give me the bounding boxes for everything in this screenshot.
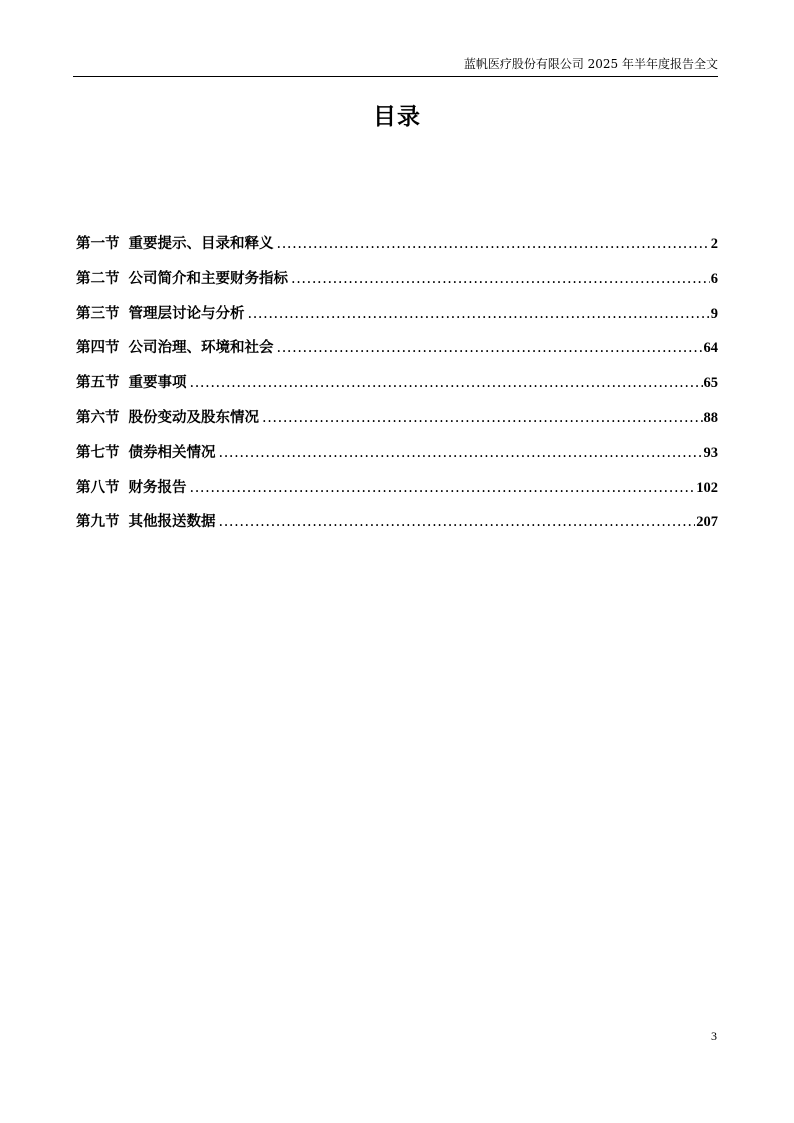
toc-dot-leader (219, 514, 696, 530)
toc-section-title: 公司简介和主要财务指标 (128, 269, 288, 287)
toc-section-number: 第七节 (76, 443, 120, 461)
toc-section-number: 第六节 (76, 408, 120, 426)
toc-section-number: 第四节 (76, 339, 120, 357)
toc-section-number: 第九节 (76, 513, 120, 531)
page-title: 目录 (373, 103, 421, 130)
toc-page-number: 207 (696, 514, 718, 531)
toc-entry-4[interactable] (76, 336, 718, 371)
toc-page-number: 64 (703, 340, 718, 357)
toc-entry-3[interactable] (76, 302, 718, 337)
toc-section-title: 股份变动及股东情况 (128, 408, 259, 426)
toc-section-number: 第五节 (76, 374, 120, 392)
toc-page-number: 2 (710, 236, 718, 252)
toc-entry-7[interactable] (76, 441, 718, 476)
toc-section-title: 债券相关情况 (128, 443, 216, 461)
toc-dot-leader (277, 340, 703, 356)
toc-dot-leader (262, 410, 703, 426)
toc-page-number: 88 (703, 409, 718, 426)
toc-section-title: 财务报告 (128, 478, 187, 496)
toc-section-number: 第三节 (76, 304, 120, 322)
toc-entry-6[interactable] (76, 406, 718, 441)
toc-dot-leader (190, 375, 703, 391)
toc-section-title: 管理层讨论与分析 (128, 304, 245, 322)
header-divider (73, 76, 718, 77)
toc-dot-leader (190, 480, 696, 496)
toc-page-number: 93 (703, 444, 718, 461)
toc-page-number: 65 (703, 375, 718, 392)
table-of-contents (76, 232, 718, 545)
toc-entry-2[interactable] (76, 267, 718, 302)
toc-dot-leader (248, 306, 710, 322)
toc-page-number: 6 (710, 270, 718, 287)
toc-page-number: 9 (710, 305, 718, 322)
toc-dot-leader (291, 271, 710, 287)
toc-section-title: 公司治理、环境和社会 (128, 339, 274, 357)
toc-section-title: 其他报送数据 (128, 513, 216, 531)
toc-page-number: 102 (696, 479, 718, 496)
toc-dot-leader (219, 445, 703, 461)
toc-section-title: 重要事项 (128, 374, 187, 392)
toc-entry-1[interactable] (76, 232, 718, 267)
toc-section-title: 重要提示、目录和释义 (128, 235, 274, 252)
toc-entry-5[interactable] (76, 371, 718, 406)
toc-entry-9[interactable] (76, 510, 718, 545)
toc-section-number: 第一节 (76, 235, 120, 252)
toc-section-number: 第八节 (76, 478, 120, 496)
running-header: 蓝帆医疗股份有限公司 2025 年半年度报告全文 (463, 57, 718, 71)
toc-dot-leader (277, 236, 710, 252)
toc-section-number: 第二节 (76, 269, 120, 287)
toc-entry-8[interactable] (76, 476, 718, 511)
page-number: 3 (711, 1029, 717, 1043)
